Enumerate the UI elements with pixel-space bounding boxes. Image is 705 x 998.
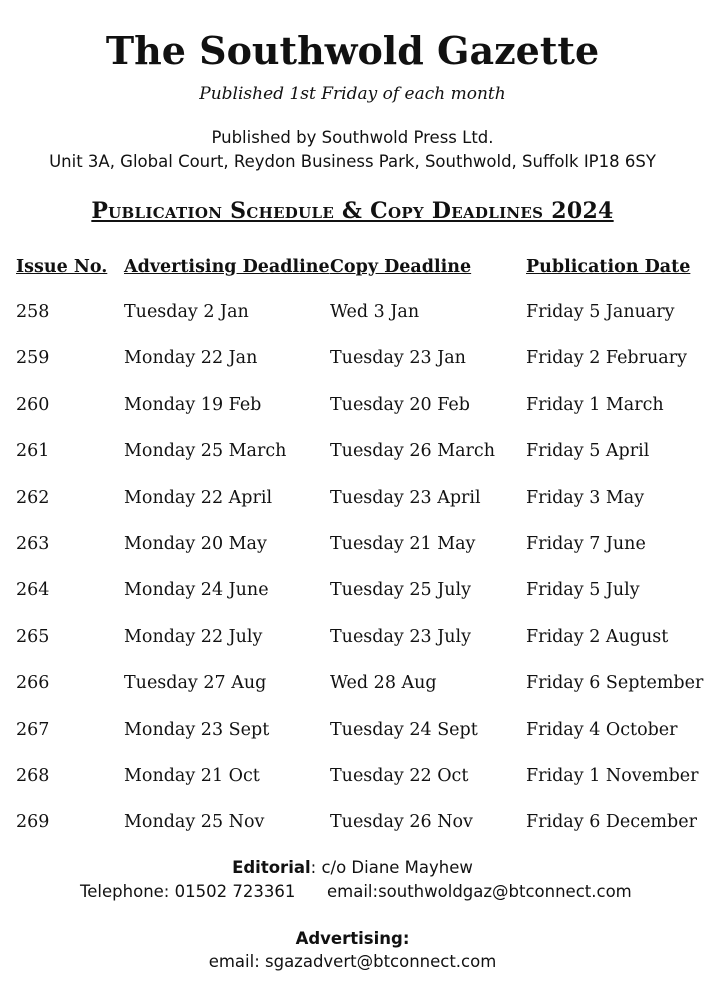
cell-copy-deadline: Wed 28 Aug <box>330 673 437 694</box>
cell-advertising-deadline: Monday 21 Oct <box>124 766 260 786</box>
cell-copy-deadline: Tuesday 24 Sept <box>330 719 478 740</box>
cell-publication-date: Friday 1 March <box>526 394 664 415</box>
column-header-publication-date: Publication Date <box>526 257 691 277</box>
cell-publication-date: Friday 6 December <box>526 812 697 833</box>
editorial-line <box>0 858 705 877</box>
editorial-telephone: Telephone: 01502 723361 <box>80 882 296 901</box>
column-header-issue: Issue No. <box>16 257 108 277</box>
cell-publication-date: Friday 2 August <box>526 626 669 647</box>
cell-advertising-deadline: Monday 22 April <box>124 487 273 508</box>
cell-issue-number: 258 <box>16 302 50 322</box>
editorial-email: email:southwoldgaz@btconnect.com <box>327 882 632 901</box>
cell-issue-number: 267 <box>16 719 50 740</box>
cell-issue-number: 268 <box>16 766 50 786</box>
publisher-name: Published by Southwold Press Ltd. <box>211 128 494 147</box>
cell-issue-number: 263 <box>16 534 50 554</box>
cell-copy-deadline: Tuesday 25 July <box>330 580 471 601</box>
cell-copy-deadline: Wed 3 Jan <box>330 302 420 322</box>
cell-publication-date: Friday 1 November <box>526 766 699 786</box>
cell-issue-number: 265 <box>16 626 50 647</box>
cell-advertising-deadline: Monday 22 Jan <box>124 348 258 369</box>
cell-issue-number: 266 <box>16 673 50 694</box>
cell-advertising-deadline: Monday 25 March <box>124 441 287 462</box>
cell-advertising-deadline: Tuesday 2 Jan <box>124 302 249 322</box>
schedule-heading: Publication Schedule & Copy Deadlines 2024 <box>91 198 614 224</box>
cell-publication-date: Friday 7 June <box>526 534 646 554</box>
cell-publication-date: Friday 3 May <box>526 487 645 508</box>
cell-advertising-deadline: Monday 25 Nov <box>124 812 265 833</box>
cell-publication-date: Friday 5 April <box>526 441 650 462</box>
publication-frequency: Published 1st Friday of each month <box>199 84 506 104</box>
cell-issue-number: 259 <box>16 348 50 369</box>
cell-advertising-deadline: Monday 20 May <box>124 534 267 554</box>
cell-advertising-deadline: Monday 24 June <box>124 580 269 601</box>
column-header-advertising-deadline: Advertising Deadline <box>124 257 330 277</box>
cell-advertising-deadline: Monday 22 July <box>124 626 263 647</box>
cell-copy-deadline: Tuesday 26 Nov <box>330 812 473 833</box>
cell-copy-deadline: Tuesday 22 Oct <box>330 766 469 786</box>
advertising-email: email: sgazadvert@btconnect.com <box>208 952 497 971</box>
cell-publication-date: Friday 4 October <box>526 719 678 740</box>
cell-publication-date: Friday 6 September <box>526 673 704 694</box>
cell-publication-date: Friday 5 July <box>526 580 640 601</box>
cell-issue-number: 269 <box>16 812 50 833</box>
cell-copy-deadline: Tuesday 26 March <box>330 441 495 462</box>
page-title: The Southwold Gazette <box>105 28 600 73</box>
cell-publication-date: Friday 5 January <box>526 302 675 322</box>
cell-issue-number: 264 <box>16 580 50 601</box>
cell-copy-deadline: Tuesday 21 May <box>330 534 476 554</box>
cell-advertising-deadline: Monday 23 Sept <box>124 719 270 740</box>
column-header-copy-deadline: Copy Deadline <box>330 257 472 277</box>
editorial-contact: : c/o Diane Mayhew <box>310 858 473 877</box>
editorial-label: Editorial <box>232 858 311 877</box>
cell-issue-number: 260 <box>16 394 50 415</box>
cell-publication-date: Friday 2 February <box>526 348 687 369</box>
cell-issue-number: 262 <box>16 487 50 508</box>
cell-copy-deadline: Tuesday 23 April <box>330 487 481 508</box>
cell-copy-deadline: Tuesday 23 Jan <box>330 348 466 369</box>
cell-copy-deadline: Tuesday 23 July <box>330 626 471 647</box>
cell-advertising-deadline: Monday 19 Feb <box>124 394 262 415</box>
cell-advertising-deadline: Tuesday 27 Aug <box>124 673 267 694</box>
cell-copy-deadline: Tuesday 20 Feb <box>330 394 470 415</box>
advertising-label: Advertising: <box>295 929 410 948</box>
cell-issue-number: 261 <box>16 441 50 462</box>
publisher-address: Unit 3A, Global Court, Reydon Business Park, Southwold, Suffolk IP18 6SY <box>49 152 656 171</box>
